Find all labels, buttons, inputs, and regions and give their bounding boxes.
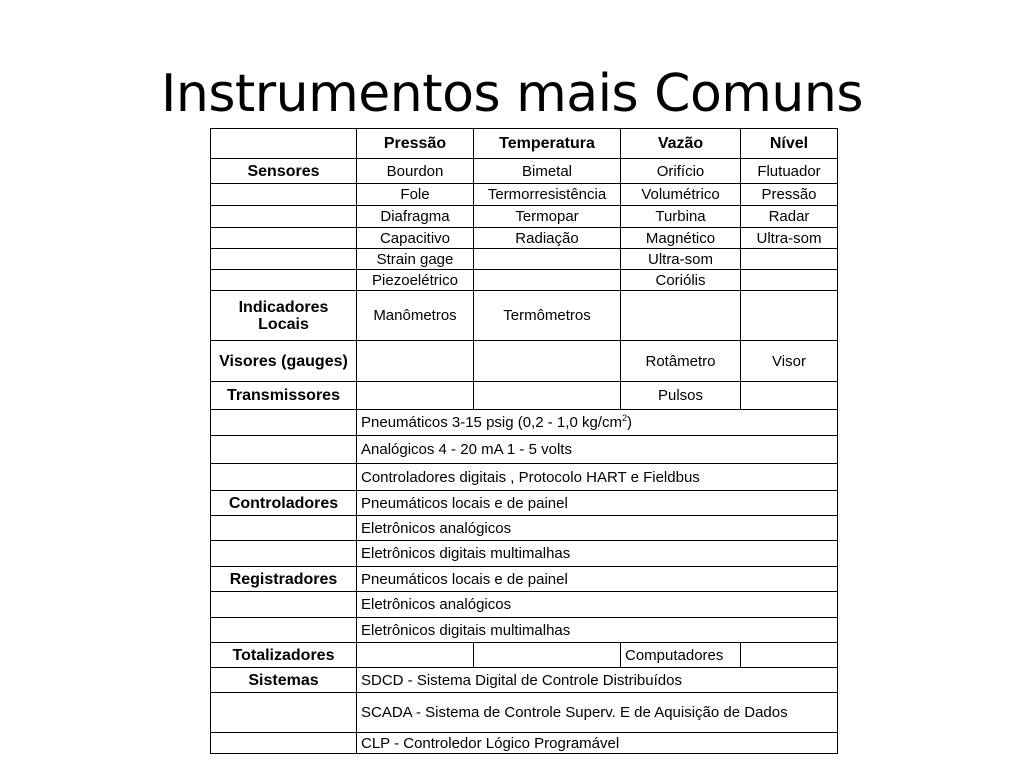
sistema-item: SDCD - Sistema Digital de Controle Distribuídos [357, 668, 838, 693]
registradores-row [211, 567, 838, 592]
sensor-row [211, 228, 838, 249]
sistemas-row [211, 693, 838, 733]
transmissores-row [211, 410, 838, 436]
totalizador-cell: Computadores [621, 643, 741, 668]
indicador-cell [741, 291, 838, 341]
header-blank [211, 129, 357, 159]
transmissores-row [211, 464, 838, 491]
category-registradores: Registradores [211, 567, 357, 592]
registrador-item: Pneumáticos locais e de painel [357, 567, 838, 592]
controladores-row [211, 516, 838, 541]
empty-cell [211, 270, 357, 291]
sensor-cell: Ultra-som [621, 249, 741, 270]
sensor-row [211, 270, 838, 291]
empty-cell [211, 541, 357, 567]
transmissor-pneumaticos [357, 410, 838, 436]
category-visores: Visores (gauges) [211, 341, 357, 382]
controladores-row [211, 541, 838, 567]
sensor-cell: Diafragma [357, 206, 474, 228]
empty-cell [211, 693, 357, 733]
sistemas-row [211, 668, 838, 693]
sensor-cell [474, 249, 621, 270]
sensor-cell: Magnético [621, 228, 741, 249]
sensor-row [211, 159, 838, 184]
empty-cell [211, 618, 357, 643]
controlador-item: Eletrônicos analógicos [357, 516, 838, 541]
transmissor-digitais: Controladores digitais , Protocolo HART e Fieldbus [357, 464, 838, 491]
sensor-row [211, 184, 838, 206]
empty-cell [211, 410, 357, 436]
sensor-cell: Orifício [621, 159, 741, 184]
sensor-cell: Termopar [474, 206, 621, 228]
visor-cell [357, 341, 474, 382]
visor-cell [474, 341, 621, 382]
category-totalizadores: Totalizadores [211, 643, 357, 668]
registradores-row [211, 618, 838, 643]
slide-title: Instrumentos mais Comuns [161, 64, 863, 124]
sensor-cell: Bimetal [474, 159, 621, 184]
category-indicadores: Indicadores Locais [211, 291, 357, 341]
sensor-cell: Ultra-som [741, 228, 838, 249]
sensor-cell: Pressão [741, 184, 838, 206]
indicadores-row [211, 291, 838, 341]
sistema-item: CLP - Controledor Lógico Programável [357, 733, 838, 754]
sensor-cell: Coriólis [621, 270, 741, 291]
empty-cell [211, 436, 357, 464]
sensor-row [211, 206, 838, 228]
indicador-cell: Manômetros [357, 291, 474, 341]
visores-row [211, 341, 838, 382]
sensor-row [211, 249, 838, 270]
transmissores-row [211, 382, 838, 410]
header-nivel: Nível [741, 129, 838, 159]
sensor-cell [741, 270, 838, 291]
sensor-cell: Fole [357, 184, 474, 206]
empty-cell [741, 382, 838, 410]
sistema-item: SCADA - Sistema de Controle Superv. E de Aquisição de Dados [357, 693, 838, 733]
instruments-table [210, 128, 838, 754]
sensor-cell: Flutuador [741, 159, 838, 184]
visor-cell: Visor [741, 341, 838, 382]
empty-cell [211, 464, 357, 491]
header-row [211, 129, 838, 159]
empty-cell [357, 643, 474, 668]
transmissor-cell: Pulsos [621, 382, 741, 410]
sensor-cell: Termorresistência [474, 184, 621, 206]
totalizadores-row [211, 643, 838, 668]
category-controladores: Controladores [211, 491, 357, 516]
sensor-cell: Capacitivo [357, 228, 474, 249]
registradores-row [211, 592, 838, 618]
pneumaticos-close: ) [626, 414, 632, 431]
transmissores-row [211, 436, 838, 464]
transmissor-analogicos: Analógicos 4 - 20 mA 1 - 5 volts [357, 436, 838, 464]
controlador-item: Eletrônicos digitais multimalhas [357, 541, 838, 567]
registrador-item: Eletrônicos digitais multimalhas [357, 618, 838, 643]
empty-cell [211, 184, 357, 206]
header-temperatura: Temperatura [474, 129, 621, 159]
indicador-cell: Termômetros [474, 291, 621, 341]
empty-cell [211, 249, 357, 270]
sensor-cell: Turbina [621, 206, 741, 228]
indicador-cell [621, 291, 741, 341]
sensor-cell: Radiação [474, 228, 621, 249]
pneumaticos-superscript: 2 [621, 413, 627, 423]
sensor-cell [741, 249, 838, 270]
sensor-cell: Volumétrico [621, 184, 741, 206]
pneumaticos-text: Pneumáticos 3-15 psig (0,2 - 1,0 kg/cm [361, 414, 622, 431]
sensor-cell: Radar [741, 206, 838, 228]
sensor-cell: Strain gage [357, 249, 474, 270]
empty-cell [211, 592, 357, 618]
empty-cell [474, 382, 621, 410]
controladores-row [211, 491, 838, 516]
header-vazao: Vazão [621, 129, 741, 159]
empty-cell [474, 643, 621, 668]
category-sensores: Sensores [211, 159, 357, 184]
sensor-cell [474, 270, 621, 291]
registrador-item: Eletrônicos analógicos [357, 592, 838, 618]
empty-cell [741, 643, 838, 668]
sistemas-row [211, 733, 838, 754]
category-transmissores: Transmissores [211, 382, 357, 410]
header-pressao: Pressão [357, 129, 474, 159]
empty-cell [211, 516, 357, 541]
empty-cell [357, 382, 474, 410]
empty-cell [211, 228, 357, 249]
empty-cell [211, 733, 357, 754]
visor-cell: Rotâmetro [621, 341, 741, 382]
empty-cell [211, 206, 357, 228]
controlador-item: Pneumáticos locais e de painel [357, 491, 838, 516]
sensor-cell: Bourdon [357, 159, 474, 184]
category-sistemas: Sistemas [211, 668, 357, 693]
sensor-cell: Piezoelétrico [357, 270, 474, 291]
